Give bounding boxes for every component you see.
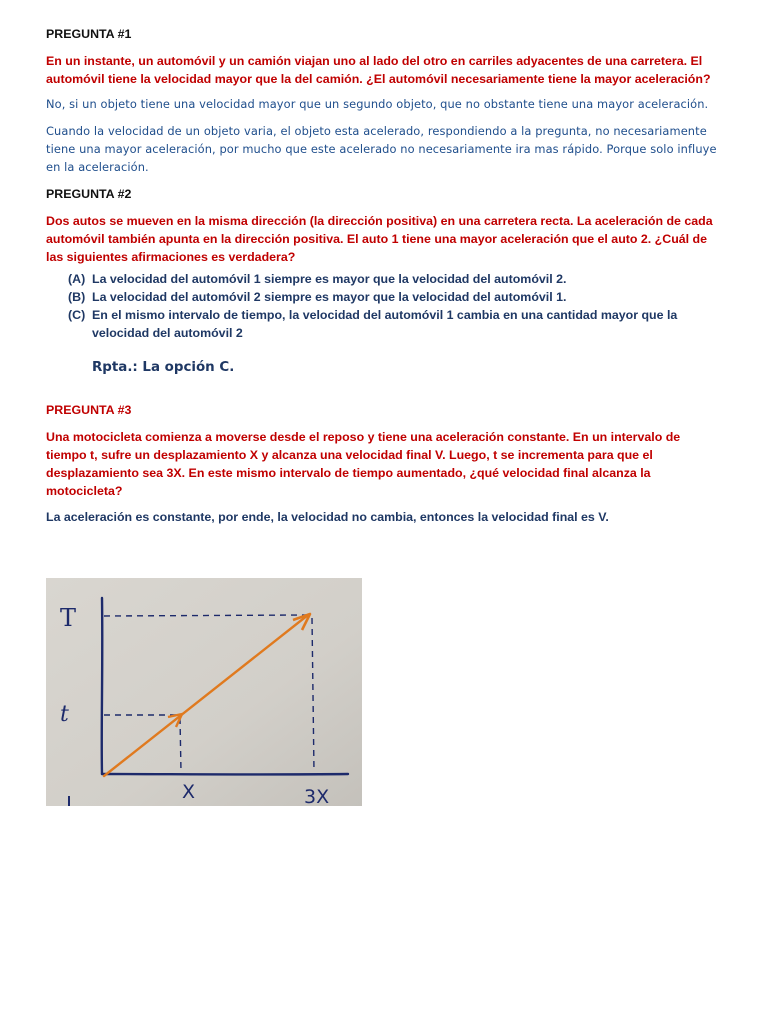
q3-question: Una motocicleta comienza a moverse desde el reposo y tiene una aceleración constante. En un intervalo de tiempo t, sufre un desplazamiento X y alcanza una velocidad final V. Luego, t se incrementa para que el desplazamiento sea 3X. En este mismo intervalo de tiempo aumentado, ¿qué velocidad final alcanza la motocicleta? bbox=[46, 430, 681, 498]
q2-question: Dos autos se mueven en la misma dirección (la dirección positiva) en una carretera recta. La aceleración de cada automóvil también apunta en la dirección positiva. El auto 1 tiene una mayor aceleración que el auto 2. ¿Cuál de las siguientes afirmaciones es verdadera? bbox=[46, 214, 713, 264]
q2-option-b bbox=[68, 288, 722, 306]
q2-options bbox=[46, 270, 722, 342]
q2-heading: PREGUNTA #2 bbox=[46, 187, 132, 201]
option-text: La velocidad del automóvil 1 siempre es mayor que la velocidad del automóvil 2. bbox=[92, 272, 567, 286]
document-page bbox=[46, 20, 722, 526]
q2-option-c bbox=[68, 306, 722, 342]
q1-answer-1: No, si un objeto tiene una velocidad mayor que un segundo objeto, que no obstante tiene una mayor aceleración. bbox=[46, 97, 709, 111]
q2-answer: Rpta.: La opción C. bbox=[92, 360, 235, 375]
label-T: T bbox=[60, 604, 77, 632]
q1-answer-2: Cuando la velocidad de un objeto varia, el objeto esta acelerado, respondiendo a la pregunta, no necesariamente tiene una mayor aceleración, por mucho que este acelerado no necesariamente ira mas rápido. Porque solo influye en la aceleración. bbox=[46, 124, 717, 174]
q1-question: En un instante, un automóvil y un camión viajan uno al lado del otro en carriles adyacentes de una carretera. El automóvil tiene la velocidad mayor que la del camión. ¿El automóvil necesariamente tiene la mayor aceleración? bbox=[46, 54, 711, 86]
option-text: En el mismo intervalo de tiempo, la velocidad del automóvil 1 cambia en una cantidad mayor que la velocidad del automóvil 2 bbox=[92, 308, 678, 340]
option-label: (A) bbox=[68, 272, 86, 286]
label-t: t bbox=[60, 702, 69, 727]
option-label: (B) bbox=[68, 290, 86, 304]
q2-option-a bbox=[68, 270, 722, 288]
q1-heading: PREGUNTA #1 bbox=[46, 27, 132, 41]
q3-answer: La aceleración es constante, por ende, la velocidad no cambia, entonces la velocidad final es V. bbox=[46, 510, 609, 524]
graph-sketch bbox=[46, 578, 362, 806]
option-label: (C) bbox=[68, 308, 86, 322]
option-text: La velocidad del automóvil 2 siempre es mayor que la velocidad del automóvil 1. bbox=[92, 290, 567, 304]
q3-heading: PREGUNTA #3 bbox=[46, 403, 132, 417]
label-3x: 3X bbox=[304, 786, 330, 806]
vertical-axis bbox=[102, 598, 103, 774]
paper-background bbox=[46, 578, 362, 806]
label-x: X bbox=[182, 781, 196, 803]
handwritten-graph-photo bbox=[46, 578, 362, 806]
